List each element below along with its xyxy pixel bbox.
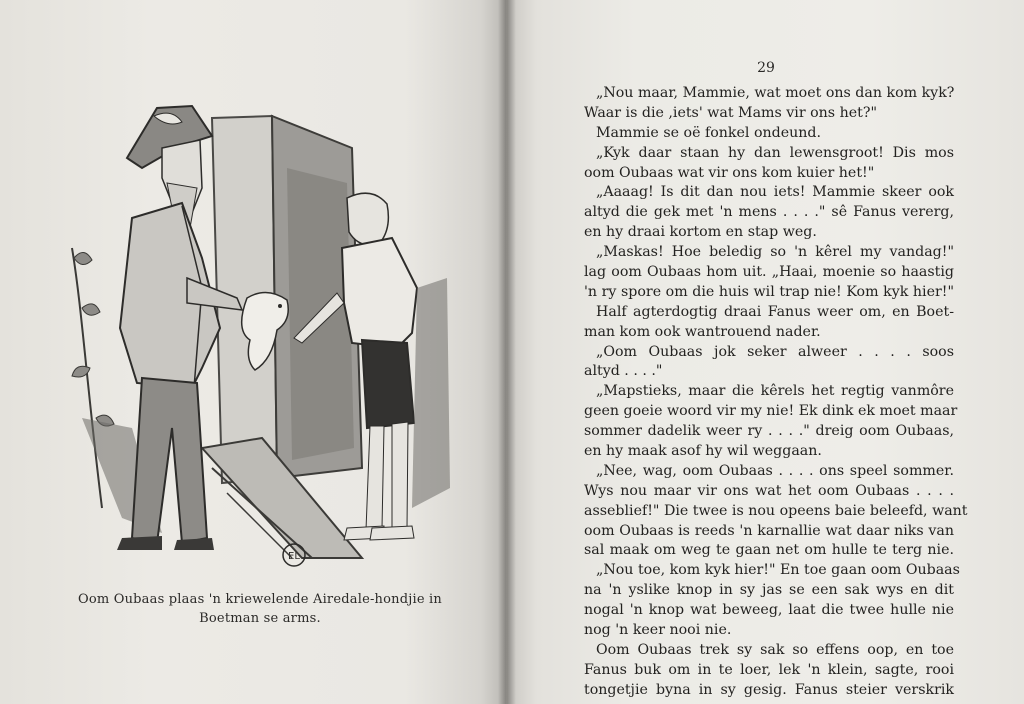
text-line: man kom ook wantrouend nader.	[584, 323, 821, 340]
caption-line: Boetman se arms.	[199, 611, 321, 626]
text-line: „Nee, wag, oom Oubaas . . . . ons speel sommer.	[596, 462, 954, 479]
book-gutter	[498, 0, 516, 704]
text-line: asseblief!" Die twee is nou opeens baie beleefd, want	[584, 502, 968, 519]
text-line: Oom Oubaas trek sy sak so effens oop, en toe	[596, 641, 954, 658]
text-line: lag oom Oubaas hom uit. „Haai, moenie so haastig	[584, 264, 954, 281]
text-line: sal maak om weg te gaan net om hulle te terg nie.	[584, 542, 954, 559]
text-line: sommer dadelik weer ry . . . ." dreig oom Oubaas,	[584, 423, 954, 440]
text-line: oom Oubaas is reeds 'n karnallie wat daar niks van	[584, 522, 954, 539]
story-text	[584, 84, 968, 701]
illustration-old-man-and-boy	[62, 88, 452, 578]
caption-line: Oom Oubaas plaas 'n kriewelende Airedale-hondjie in	[77, 592, 442, 607]
text-line: nog 'n keer nooi nie.	[584, 622, 732, 639]
text-line: altyd . . . ."	[584, 363, 663, 380]
illustration-caption	[60, 590, 460, 628]
text-line: Waar is die ,iets' wat Mams vir ons het?"	[584, 104, 877, 121]
text-line: „Maskas! Hoe beledig so 'n kêrel my vandag!"	[596, 244, 954, 261]
text-line: „Kyk daar staan hy dan lewensgroot! Dis mos	[596, 144, 954, 161]
text-line: na 'n yslike knop in sy jas se een sak wys en dit	[584, 582, 954, 599]
text-line: nogal 'n knop wat beweeg, laat die twee hulle nie	[584, 602, 954, 619]
text-line: Half agterdogtig draai Fanus weer om, en Boet-	[596, 303, 954, 320]
text-line: en hy maak asof hy wil weggaan.	[584, 443, 822, 460]
text-line: Mammie se oë fonkel ondeund.	[596, 124, 821, 141]
text-line: tongetjie byna in sy gesig. Fanus steier verskrik	[584, 681, 954, 698]
text-line: altyd die gek met 'n mens . . . ." sê Fanus vererg,	[584, 204, 954, 221]
page-number: 29	[757, 60, 775, 76]
text-line: 'n ry spore om die huis wil trap nie! Kom kyk hier!"	[584, 283, 954, 300]
text-line: „Nou toe, kom kyk hier!" En toe gaan oom Oubaas	[596, 562, 960, 579]
text-line: Wys nou maar vir ons wat het oom Oubaas . . . .	[584, 482, 954, 499]
text-line: „Nou maar, Mammie, wat moet ons dan kom kyk?	[596, 85, 955, 101]
text-line: oom Oubaas wat vir ons kom kuier het!"	[584, 164, 875, 181]
text-line: „Aaaag! Is dit dan nou iets! Mammie skeer ook	[596, 184, 954, 201]
text-line: en hy draai kortom en stap weg.	[584, 224, 817, 241]
text-line: „Oom Oubaas jok seker alweer . . . . soos	[596, 343, 954, 360]
left-page	[0, 0, 506, 704]
text-line: „Mapstieks, maar die kêrels het regtig vanmôre	[596, 383, 954, 400]
illustration-monogram: EL	[288, 551, 300, 562]
text-line: Fanus buk om in te loer, lek 'n klein, sagte, rooi	[584, 661, 954, 678]
text-line: geen goeie woord vir my nie! Ek dink ek moet maar	[584, 403, 958, 420]
